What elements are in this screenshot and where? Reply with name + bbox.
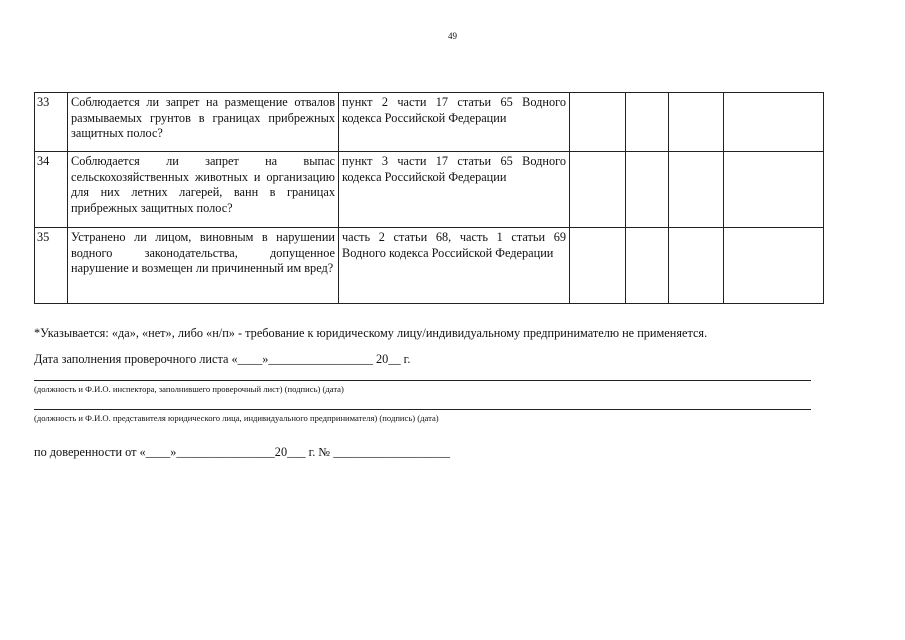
table-row [35,152,824,228]
checklist-table [34,92,824,304]
representative-signature-line [34,409,811,410]
table-row [35,228,824,304]
notes-cell [724,93,824,152]
proxy-line: по доверенности от «____»________________20___ г. № ___________________ [34,445,451,459]
answer-cell-no [626,93,669,152]
question-cell: Устранено ли лицом, виновным в нарушении водного законодательства, допущенное нарушение и возмещен ли причиненный им вред? [68,228,339,304]
row-number: 35 [35,228,68,304]
legal-reference-cell: часть 2 статьи 68, часть 1 статьи 69 Водного кодекса Российской Федерации [339,228,570,304]
page-number: 49 [448,31,457,41]
answer-cell-yes [570,152,626,228]
legal-reference-cell: пункт 2 части 17 статьи 65 Водного кодекса Российской Федерации [339,93,570,152]
table-row [35,93,824,152]
notes-cell [724,152,824,228]
answer-cell-na [669,93,724,152]
question-cell: Соблюдается ли запрет на выпас сельскохозяйственных животных и организацию для них летних лагерей, ванн в границах прибрежных защитных полос? [68,152,339,228]
question-cell: Соблюдается ли запрет на размещение отвалов размываемых грунтов в границах прибрежных защитных полос? [68,93,339,152]
inspector-signature-caption: (должность и Ф.И.О. инспектора, заполнившего проверочный лист) (подпись) (дата) [34,384,344,394]
fill-date-line: Дата заполнения проверочного листа «____»_________________ 20__ г. [34,352,411,366]
row-number: 34 [35,152,68,228]
footnote: *Указывается: «да», «нет», либо «н/п» - требование к юридическому лицу/индивидуальному предпринимателю не применяется. [34,326,708,340]
representative-signature-caption: (должность и Ф.И.О. представителя юридического лица, индивидуального предпринимателя) (подпись) (дата) [34,413,439,423]
answer-cell-na [669,228,724,304]
answer-cell-no [626,228,669,304]
row-number: 33 [35,93,68,152]
answer-cell-na [669,152,724,228]
notes-cell [724,228,824,304]
answer-cell-yes [570,93,626,152]
answer-cell-no [626,152,669,228]
answer-cell-yes [570,228,626,304]
legal-reference-cell: пункт 3 части 17 статьи 65 Водного кодекса Российской Федерации [339,152,570,228]
inspector-signature-line [34,380,811,381]
